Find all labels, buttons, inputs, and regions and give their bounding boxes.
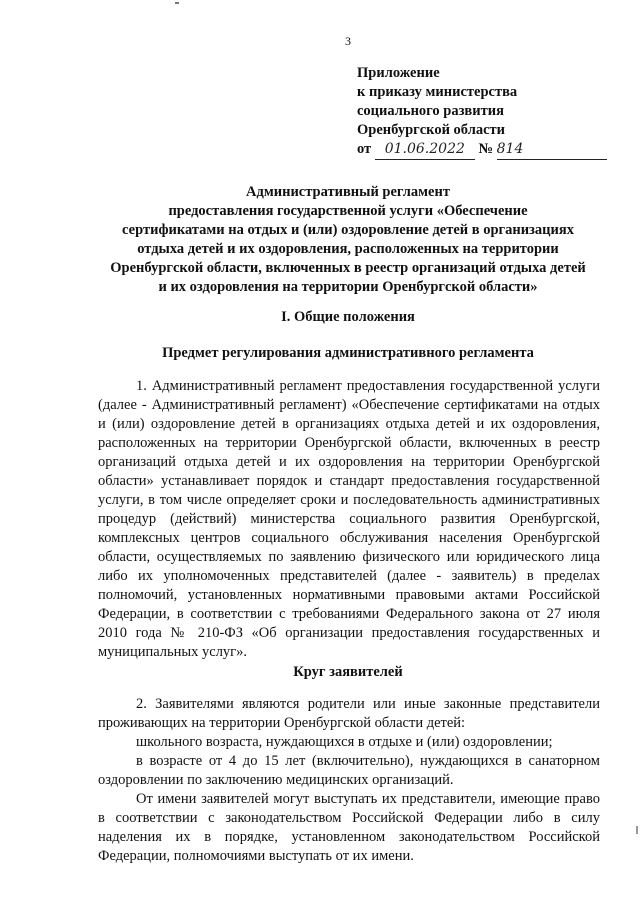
- appendix-block: [357, 64, 607, 160]
- number-label: №: [478, 141, 494, 157]
- title-line: отдыха детей и их оздоровления, расположенных на территории: [137, 241, 559, 257]
- paragraph-text: 1. Административный регламент предоставления государственной услуги (далее - Административный регламент) «Обеспечение сертификатами на отдых и (или) оздоровление детей в организациях отдыха детей и их оздоровления, расположенных на территории Оренбургской области, включенных в реестр организаций отдыха детей и их оздоровления на территории Оренбургской области» устанавливает порядок и стандарт предоставления государственной услуги, в том числе определяет сроки и последовательность административных процедур (действий) министерства социального развития Оренбургской, комплексных центров социального обслуживания населения Оренбургской области, осуществляемых по заявлению физического или юридического лица либо их уполномоченных представителей (далее - заявитель) в пределах полномочий, установленных нормативными правовыми актами Российской Федерации, в соответствии с требованиями Федерального закона от 27 июля 2010 года № 210-ФЗ «Об организации предоставления государственных и муниципальных услуг».: [98, 378, 600, 660]
- paragraph-1: [98, 377, 600, 662]
- page-number: 3: [345, 34, 351, 48]
- title-line: Оренбургской области, включенных в реестр организаций отдыха детей: [110, 260, 586, 276]
- title-line: Административный регламент: [246, 184, 450, 200]
- scan-artifact: [636, 826, 638, 834]
- title-line: сертификатами на отдых и (или) оздоровление детей в организациях: [122, 222, 574, 238]
- order-number: [497, 140, 607, 160]
- paragraph-text: 2. Заявителями являются родители или иные законные представители проживающих на территории Оренбургской области детей:: [98, 696, 600, 731]
- appendix-line: социального развития: [357, 103, 504, 119]
- scan-artifact: [175, 2, 179, 4]
- from-label: от: [357, 141, 372, 157]
- document-title: [98, 183, 598, 297]
- appendix-line: Оренбургской области: [357, 122, 505, 138]
- appendix-line: к приказу министерства: [357, 84, 518, 100]
- list-item: школьного возраста, нуждающихся в отдыхе и (или) оздоровлении;: [136, 734, 553, 750]
- order-number-value: 814: [496, 141, 524, 157]
- appendix-line: Приложение: [357, 65, 440, 81]
- appendix-date-line: [357, 140, 607, 160]
- subheading-applicants: Круг заявителей: [293, 664, 403, 680]
- order-date: [375, 140, 475, 160]
- paragraph-text: От имени заявителей могут выступать их представители, имеющие право в соответствии с законодательством Российской Федерации либо в силу наделения их в порядке, установленном законодательством Российской Федерации, полномочиями выступать от их имени.: [98, 791, 600, 864]
- subheading-subject: Предмет регулирования административного регламента: [162, 345, 534, 361]
- list-item: в возрасте от 4 до 15 лет (включительно), нуждающихся в санаторном оздоровлении по заключению медицинских организаций.: [98, 753, 600, 788]
- order-date-value: 01.06.2022: [384, 141, 465, 157]
- paragraph-2: [98, 695, 600, 866]
- section-heading: I. Общие положения: [281, 309, 415, 325]
- title-line: предоставления государственной услуги «Обеспечение: [168, 203, 528, 219]
- title-line: и их оздоровления на территории Оренбургской области»: [158, 279, 538, 295]
